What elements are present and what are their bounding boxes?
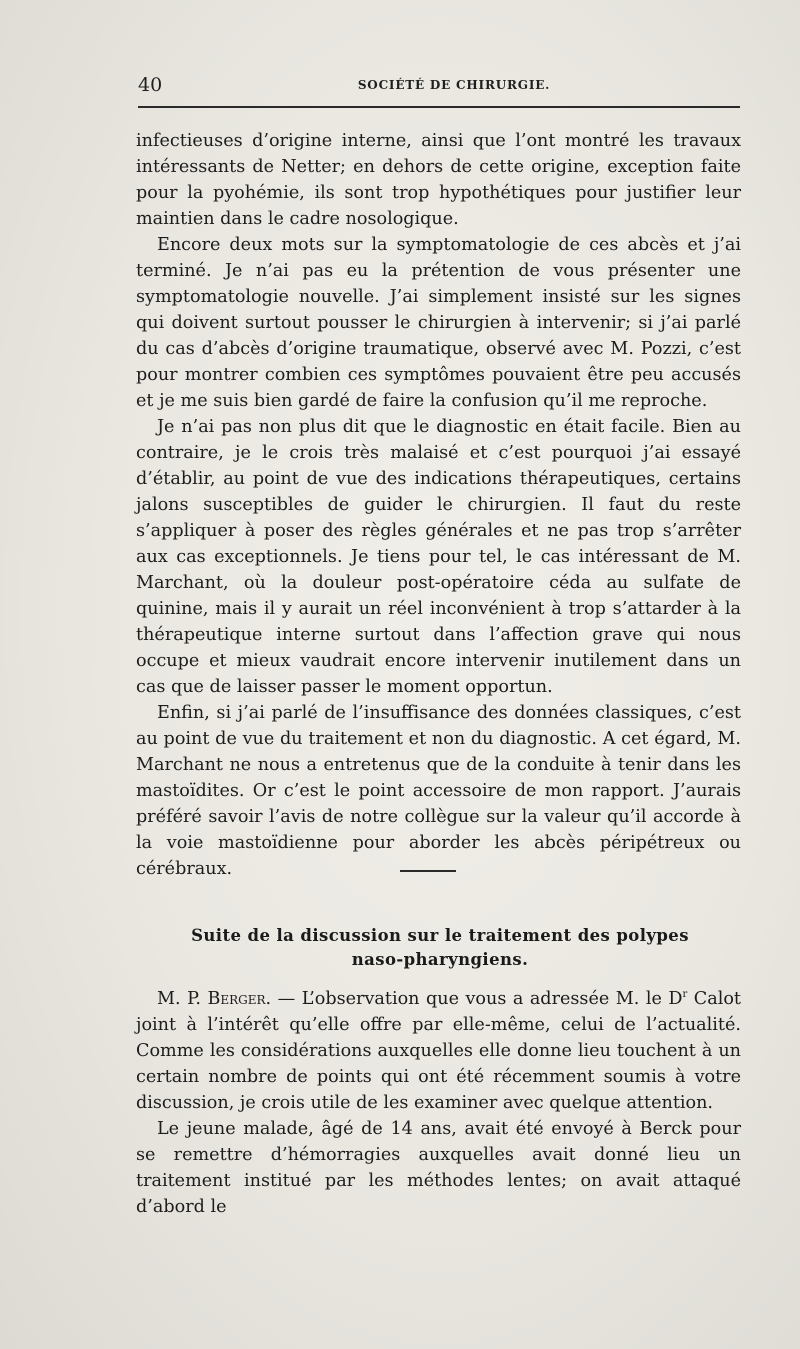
paragraph: Enfin, si j’ai parlé de l’insuffisance des données classiques, c’est au point de vue du traitement et non du diagnostic. A cet égard, M. Marchant ne nous a entretenus que de la conduite à tenir dans les mastoïdites. Or c’est le point accessoire de mon rapport. J’aurais préféré savoir l’avis de notre collègue sur la valeur qu’il accorde à la voie mastoïdienne pour aborder les abcès péripétreux ou cérébraux. [136,703,741,879]
journal-title: SOCIÉTÉ DE CHIRURGIE. [357,78,551,92]
doctor-abbrev-sup: r [682,989,688,1001]
page-number: 40 [138,74,163,96]
section-title [160,924,720,972]
speaker-name: Berger [207,989,266,1009]
running-head [138,74,740,98]
paragraph: infectieuses d’origine interne, ainsi que l’ont montré les travaux intéressants de Netter; en dehors de cette origine, exception faite pour la pyohémie, ils sont trop hypothétiques pour justifier leur maintien dans le cadre nosologique. [136,131,741,229]
speaker-dash: . — [265,989,296,1009]
speaker-prefix: M. P. [157,989,201,1009]
paragraph-text: Calot joint à l’intérêt qu’elle offre par elle-même, celui de l’actualité. Comme les considérations auxquelles elle donne lieu touchent à un certain nombre de points qui ont été récemment soumis à votre discussion, je crois utile de les examiner avec quelque attention. [136,989,741,1113]
text-block-top [136,128,741,882]
paragraph [136,986,741,1116]
section-title-line: naso-pharyngiens. [351,950,529,969]
paragraph: Je n’ai pas non plus dit que le diagnostic en était facile. Bien au contraire, je le crois très malaisé et c’est pourquoi j’ai essayé d’établir, au point de vue des indications thérapeutiques, certains jalons susceptibles de guider le chirurgien. Il faut du reste s’appliquer à poser des règles générales et ne pas trop s’arrêter aux cas exceptionnels. Je tiens pour tel, le cas intéressant de M. Marchant, où la douleur post-opératoire céda au sulfate de quinine, mais il y aurait un réel inconvénient à trop s’attarder à la thérapeutique interne surtout dans l’affection grave qui nous occupe et mieux vaudrait encore intervenir inutilement dans un cas que de laisser passer le moment opportun. [136,417,741,697]
section-title-line: Suite de la discussion sur le traitement des polypes [191,926,689,945]
header-rule [138,106,740,108]
doctor-abbrev: D [668,989,683,1009]
paragraph: Le jeune malade, âgé de 14 ans, avait été envoyé à Berck pour se remettre d’hémorragies auxquelles avait donné lieu un traitement institué par les méthodes lentes; on avait attaqué d’abord le [136,1119,741,1217]
paragraph-text: L’observation que vous a adressée M. le [301,989,662,1009]
section-divider [400,870,456,872]
paragraph: Encore deux mots sur la symptomatologie de ces abcès et j’ai terminé. Je n’ai pas eu la prétention de vous présenter une symptomatologie nouvelle. J’ai simplement insisté sur les signes qui doivent surtout pousser le chirurgien à intervenir; si j’ai parlé du cas d’abcès d’origine traumatique, observé avec M. Pozzi, c’est pour montrer combien ces symptômes pouvaient être peu accusés et je me suis bien gardé de faire la confusion qu’il me reproche. [136,235,741,411]
text-block-bottom [136,986,741,1220]
